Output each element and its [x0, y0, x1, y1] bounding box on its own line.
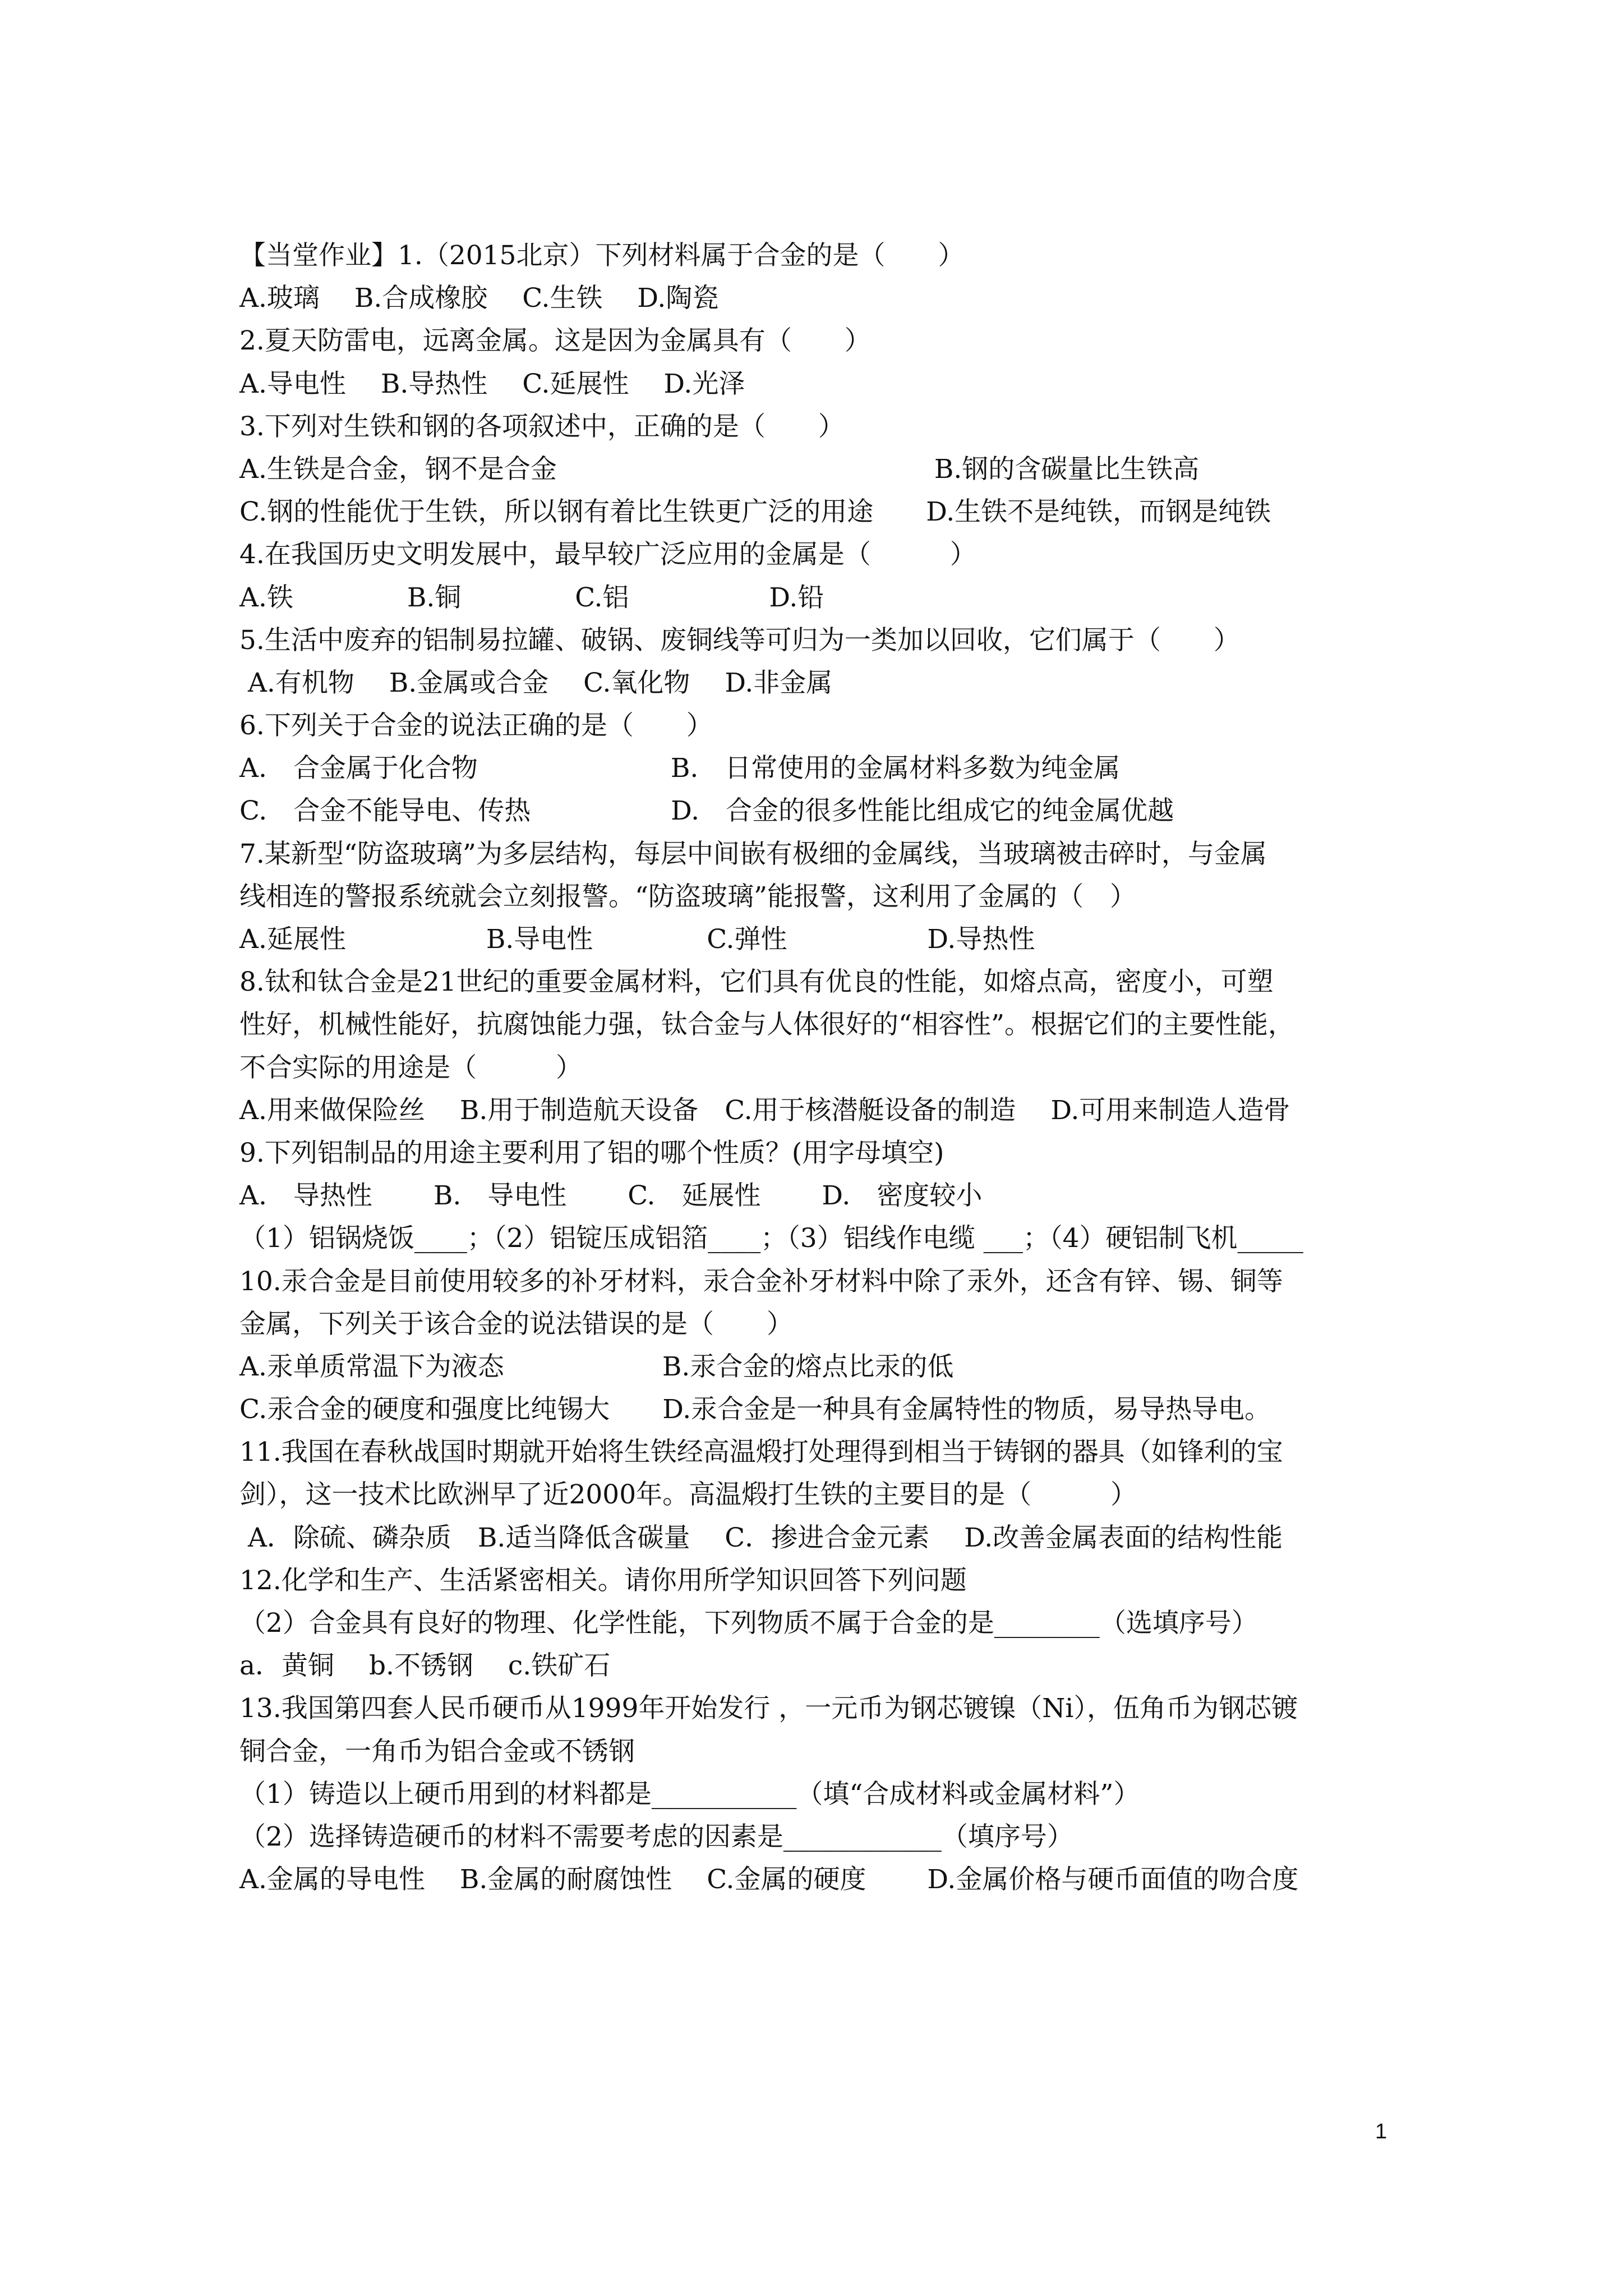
- text-line: 线相连的警报系统就会立刻报警。“防盗玻璃”能报警，这利用了金属的（ ）: [239, 881, 1137, 912]
- text-line: A.导电性 B.导热性 C.延展性 D.光泽: [239, 368, 745, 399]
- text-line: （1）铝锅烧饭____；（2）铝锭压成铝箔____；（3）铝线作电缆 ___；（4）硬铝制飞机_____: [239, 1223, 1304, 1254]
- worksheet-body: [239, 234, 1389, 1901]
- text-line: A．除硫、磷杂质 B.适当降低含碳量 C．掺进合金元素 D.改善金属表面的结构性能: [239, 1522, 1283, 1553]
- text-line: 11.我国在春秋战国时期就开始将生铁经高温煅打处理得到相当于铸钢的器具（如锋利的宝: [239, 1437, 1283, 1468]
- text-line: C. 合金不能导电、传热 D. 合金的很多性能比组成它的纯金属优越: [239, 795, 1174, 827]
- text-line: （2）合金具有良好的物理、化学性能，下列物质不属于合金的是________（选填序号）: [239, 1608, 1258, 1639]
- text-line: 【当堂作业】1.（2015北京）下列材料属于合金的是（ ）: [239, 240, 965, 271]
- text-line: 8.钛和钛合金是21世纪的重要金属材料，它们具有优良的性能，如熔点高，密度小，可塑: [239, 967, 1274, 998]
- page-number: 1: [1375, 2120, 1387, 2143]
- text-line: a．黄铜 b.不锈钢 c.铁矿石: [239, 1650, 611, 1682]
- text-line: 6.下列关于合金的说法正确的是（ ）: [239, 710, 713, 742]
- text-line: 剑），这一技术比欧洲早了近2000年。高温煅打生铁的主要目的是（ ）: [239, 1479, 1137, 1511]
- text-line: C.汞合金的硬度和强度比纯锡大 D.汞合金是一种具有金属特性的物质，易导热导电。: [239, 1394, 1271, 1425]
- text-line: 3.下列对生铁和钢的各项叙述中，正确的是（ ）: [239, 411, 845, 442]
- text-line: A.玻璃 B.合成橡胶 C.生铁 D.陶瓷: [239, 283, 719, 314]
- text-line: C.钢的性能优于生铁，所以钢有着比生铁更广泛的用途 D.生铁不是纯铁，而钢是纯铁: [239, 496, 1271, 528]
- text-line: A. 合金属于化合物 B. 日常使用的金属材料多数为纯金属: [239, 753, 1121, 784]
- text-line: 12.化学和生产、生活紧密相关。请你用所学知识回答下列问题: [239, 1565, 967, 1596]
- text-line: A.铁 B.铜 C.铝 D.铅: [239, 582, 824, 613]
- text-line: 性好，机械性能好，抗腐蚀能力强，钛合金与人体很好的“相容性”。根据它们的主要性能，: [239, 1009, 1295, 1041]
- text-line: 10.汞合金是目前使用较多的补牙材料，汞合金补牙材料中除了汞外，还含有锌、锡、铜等: [239, 1266, 1283, 1297]
- text-line: 不合实际的用途是（ ）: [239, 1052, 582, 1083]
- text-line: （1）铸造以上硬币用到的材料都是___________（填“合成材料或金属材料”）: [239, 1778, 1140, 1810]
- text-line: A.用来做保险丝 B.用于制造航天设备 C.用于核潜艇设备的制造 D.可用来制造人造骨: [239, 1094, 1290, 1126]
- text-line: A.汞单质常温下为液态 B.汞合金的熔点比汞的低: [239, 1351, 954, 1382]
- text-line: A.延展性 B.导电性 C.弹性 D.导热性: [239, 924, 1035, 955]
- text-line: （2）选择铸造硬币的材料不需要考虑的因素是____________（填序号）: [239, 1821, 1073, 1852]
- text-line: 4.在我国历史文明发展中，最早较广泛应用的金属是（ ）: [239, 539, 976, 570]
- text-line: A. 导热性 B. 导电性 C. 延展性 D. 密度较小: [239, 1180, 983, 1212]
- text-line: 金属，下列关于该合金的说法错误的是（ ）: [239, 1308, 793, 1340]
- text-line: 9.下列铝制品的用途主要利用了铝的哪个性质？(用字母填空): [239, 1137, 944, 1168]
- text-line: 铜合金，一角币为铝合金或不锈钢: [239, 1736, 635, 1767]
- text-line: 5.生活中废弃的铝制易拉罐、破锅、废铜线等可归为一类加以回收，它们属于（ ）: [239, 624, 1240, 656]
- text-line: A.生铁是合金，钢不是合金 B.钢的含碳量比生铁高: [239, 453, 1200, 485]
- text-line: 7.某新型“防盗玻璃”为多层结构，每层中间嵌有极细的金属线，当玻璃被击碎时，与金属: [239, 838, 1267, 869]
- text-line: A.有机物 B.金属或合金 C.氧化物 D.非金属: [239, 667, 833, 698]
- text-line: 13.我国第四套人民币硬币从1999年开始发行 ，一元币为钢芯镀镍（Ni），伍角币为钢芯镀: [239, 1693, 1298, 1724]
- text-line: A.金属的导电性 B.金属的耐腐蚀性 C.金属的硬度 D.金属价格与硬币面值的吻合度: [239, 1864, 1299, 1895]
- text-line: 2.夏天防雷电，远离金属。这是因为金属具有（ ）: [239, 325, 871, 357]
